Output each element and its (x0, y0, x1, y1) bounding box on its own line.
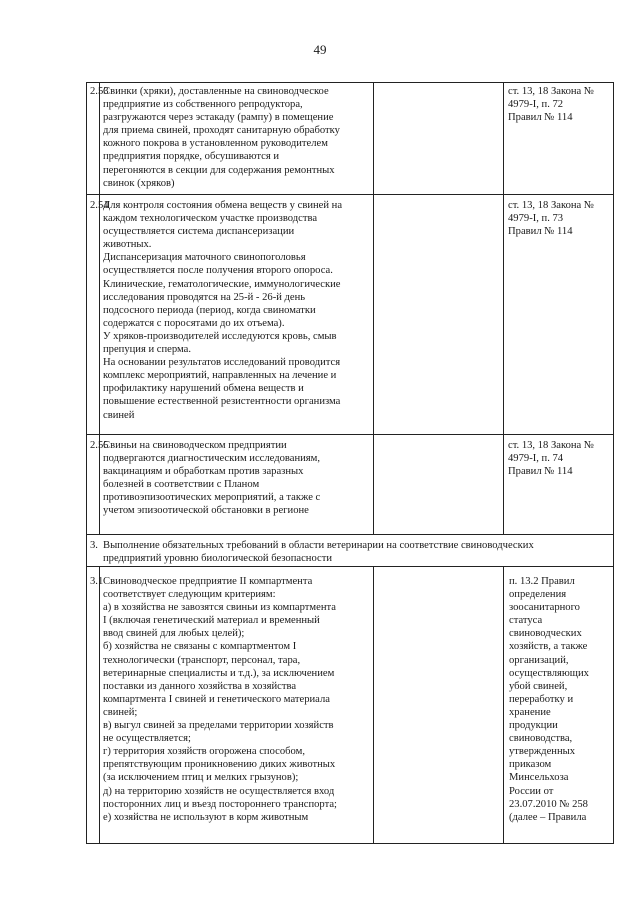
text-line: исследования проводятся на 25-й - 26-й день (103, 291, 306, 303)
text-line: соответствует следующим критериям: (103, 589, 276, 601)
column-divider-num (99, 82, 100, 534)
page-number: 49 (313, 42, 327, 57)
ref-line: зоосанитарного (509, 602, 580, 614)
text-line: каждом технологическом участке производства (103, 213, 318, 225)
text-line: для приема свиней, проходят санитарную обработку (103, 125, 340, 137)
text-line: На основании результатов исследований проводится (103, 357, 341, 369)
ref-line: хранение (509, 706, 551, 718)
text-line: вакцинациям и обработкам против заразных (103, 466, 304, 478)
text-line: свиней; (103, 706, 138, 718)
text-line: подвергаются диагностическим исследованиям, (103, 453, 321, 465)
ref-line: продукции (509, 720, 558, 732)
row-text (103, 439, 483, 518)
text-line: (за исключением птиц и мелких грызунов); (103, 772, 299, 784)
text-line: препуция и сперма. (103, 344, 192, 356)
ref-line: п. 13.2 Правил (509, 576, 575, 587)
text-line: У хряков-производителей исследуются кровь, смыв (103, 330, 337, 342)
text-line: комплекс мероприятий, направленных на лечение и (103, 370, 337, 382)
ref-line: осуществляющих (509, 667, 589, 679)
ref-line: ст. 13, 18 Закона № (508, 200, 595, 211)
text-line: болезней в соответствии с Планом (103, 479, 260, 491)
text-line: г) территория хозяйств огорожена способом, (103, 746, 305, 758)
ref-line: Правил № 114 (508, 466, 573, 478)
ref-line: свиноводческих (509, 628, 582, 640)
row-text (103, 575, 508, 824)
text-line: предприятие из собственного репродуктора, (103, 99, 303, 111)
ref-line: Правил № 114 (508, 112, 573, 124)
text-line: ветеринарные специалисты и т.д.), за исключением (103, 667, 335, 679)
ref-line: России от (509, 785, 554, 797)
row-reference (508, 85, 613, 124)
text-line: осуществляется после получения второго опороса. (103, 265, 333, 277)
ref-line: приказом (509, 759, 552, 771)
text-line: кожного покрова в установленном руководителем (103, 138, 328, 150)
ref-line: 4979-I, п. 72 (508, 99, 564, 111)
text-line: профилактику нарушений обмена веществ и (103, 383, 304, 395)
text-line: Свиньи на свиноводческом предприятии (103, 440, 287, 451)
ref-line: (далее – Правила (509, 811, 587, 823)
text-line: перегоняются в секции для содержания ремонтных (103, 164, 335, 176)
ref-line: статуса (509, 615, 543, 627)
section-number: 3. (90, 540, 98, 551)
text-line: препятствующим проникновению диких животных (103, 759, 336, 771)
text-line: е) хозяйства не используют в корм животным (103, 811, 309, 823)
text-line: а) в хозяйства не завозятся свиньи из компартмента (103, 602, 336, 614)
row-reference (508, 439, 613, 478)
row-number: 2.53 (90, 86, 109, 97)
text-line: Клинические, гематологические, иммунологические (103, 278, 341, 290)
ref-line: 23.07.2010 № 258 (509, 798, 588, 810)
text-line: Диспансеризация маточного свинопоголовья (103, 252, 306, 264)
text-line: свиней (103, 409, 135, 421)
ref-line: организаций, (509, 654, 569, 666)
text-line: Для контроля состояния обмена веществ у свиней на (103, 200, 343, 211)
row-reference (508, 199, 613, 238)
text-line: животных. (103, 239, 152, 251)
text-line: в) выгул свиней за пределами территории хозяйств (103, 720, 334, 732)
text-line: предприятия порядке, обсушиваются и (103, 151, 280, 163)
text-line: посторонних лиц и въезд постороннего транспорта; (103, 798, 337, 810)
row-number: 2.54 (90, 200, 109, 211)
text-line: технологически (транспорт, персонал, тара, (103, 654, 301, 666)
ref-line: ст. 13, 18 Закона № (508, 440, 595, 451)
ref-line: хозяйств, а также (509, 641, 588, 653)
ref-line: Минсельхоза (509, 772, 569, 784)
column-divider-ref (503, 82, 504, 534)
text-line: д) на территорию хозяйств не осуществляется вход (103, 785, 335, 797)
text-line: компартмента I свиней и генетического материала (103, 693, 330, 705)
text-line: поставки из данного хозяйства в хозяйства (103, 680, 297, 692)
row-divider-2 (86, 434, 614, 435)
section-heading (103, 539, 603, 565)
text-line: подсосного периода (период, когда свиноматки (103, 304, 316, 316)
row-number: 3.1 (90, 576, 104, 587)
row-divider-1 (86, 194, 614, 195)
text-line: учетом эпизоотической обстановки в регионе (103, 505, 309, 517)
row-divider-4 (86, 566, 614, 567)
ref-line: Правил № 114 (508, 226, 573, 238)
text-line: осуществляется система диспансеризации (103, 226, 295, 238)
row-reference (509, 575, 599, 824)
ref-line: определения (509, 589, 567, 601)
text-line: ввод свиней для любых целей); (103, 628, 245, 640)
ref-line: переработку и (509, 693, 574, 705)
ref-line: утвержденных (509, 746, 576, 758)
text-line: противоэпизоотических мероприятий, а также с (103, 492, 321, 504)
text-line: содержатся с поросятами до их отъема). (103, 317, 285, 329)
row-text (103, 85, 483, 190)
text-line: Свинки (хряки), доставленные на свиноводческое (103, 86, 329, 97)
section-line: Выполнение обязательных требований в области ветеринарии на соответствие свиноводческих (103, 540, 534, 551)
ref-line: 4979-I, п. 73 (508, 213, 564, 225)
text-line: не осуществляется; (103, 733, 191, 745)
ref-line: свиноводства, (509, 733, 573, 745)
text-line: I (включая генетический материал и временный (103, 615, 320, 627)
row-divider-3 (86, 534, 614, 535)
ref-line: убой свиней, (509, 680, 568, 692)
text-line: Свиноводческое предприятие II компартмента (103, 576, 313, 587)
text-line: разгружаются через эстакаду (рампу) в помещение (103, 112, 334, 124)
text-line: б) хозяйства не связаны с компартментом I (103, 641, 297, 653)
text-line: повышение естественной резистентности организма (103, 396, 341, 408)
column-divider-num-31 (99, 566, 100, 844)
row-number: 2.55 (90, 440, 109, 451)
text-line: свинок (хряков) (103, 177, 175, 189)
row-text (103, 199, 483, 422)
ref-line: 4979-I, п. 74 (508, 453, 564, 465)
section-line: предприятий уровню биологической безопасности (103, 553, 333, 565)
ref-line: ст. 13, 18 Закона № (508, 86, 595, 97)
